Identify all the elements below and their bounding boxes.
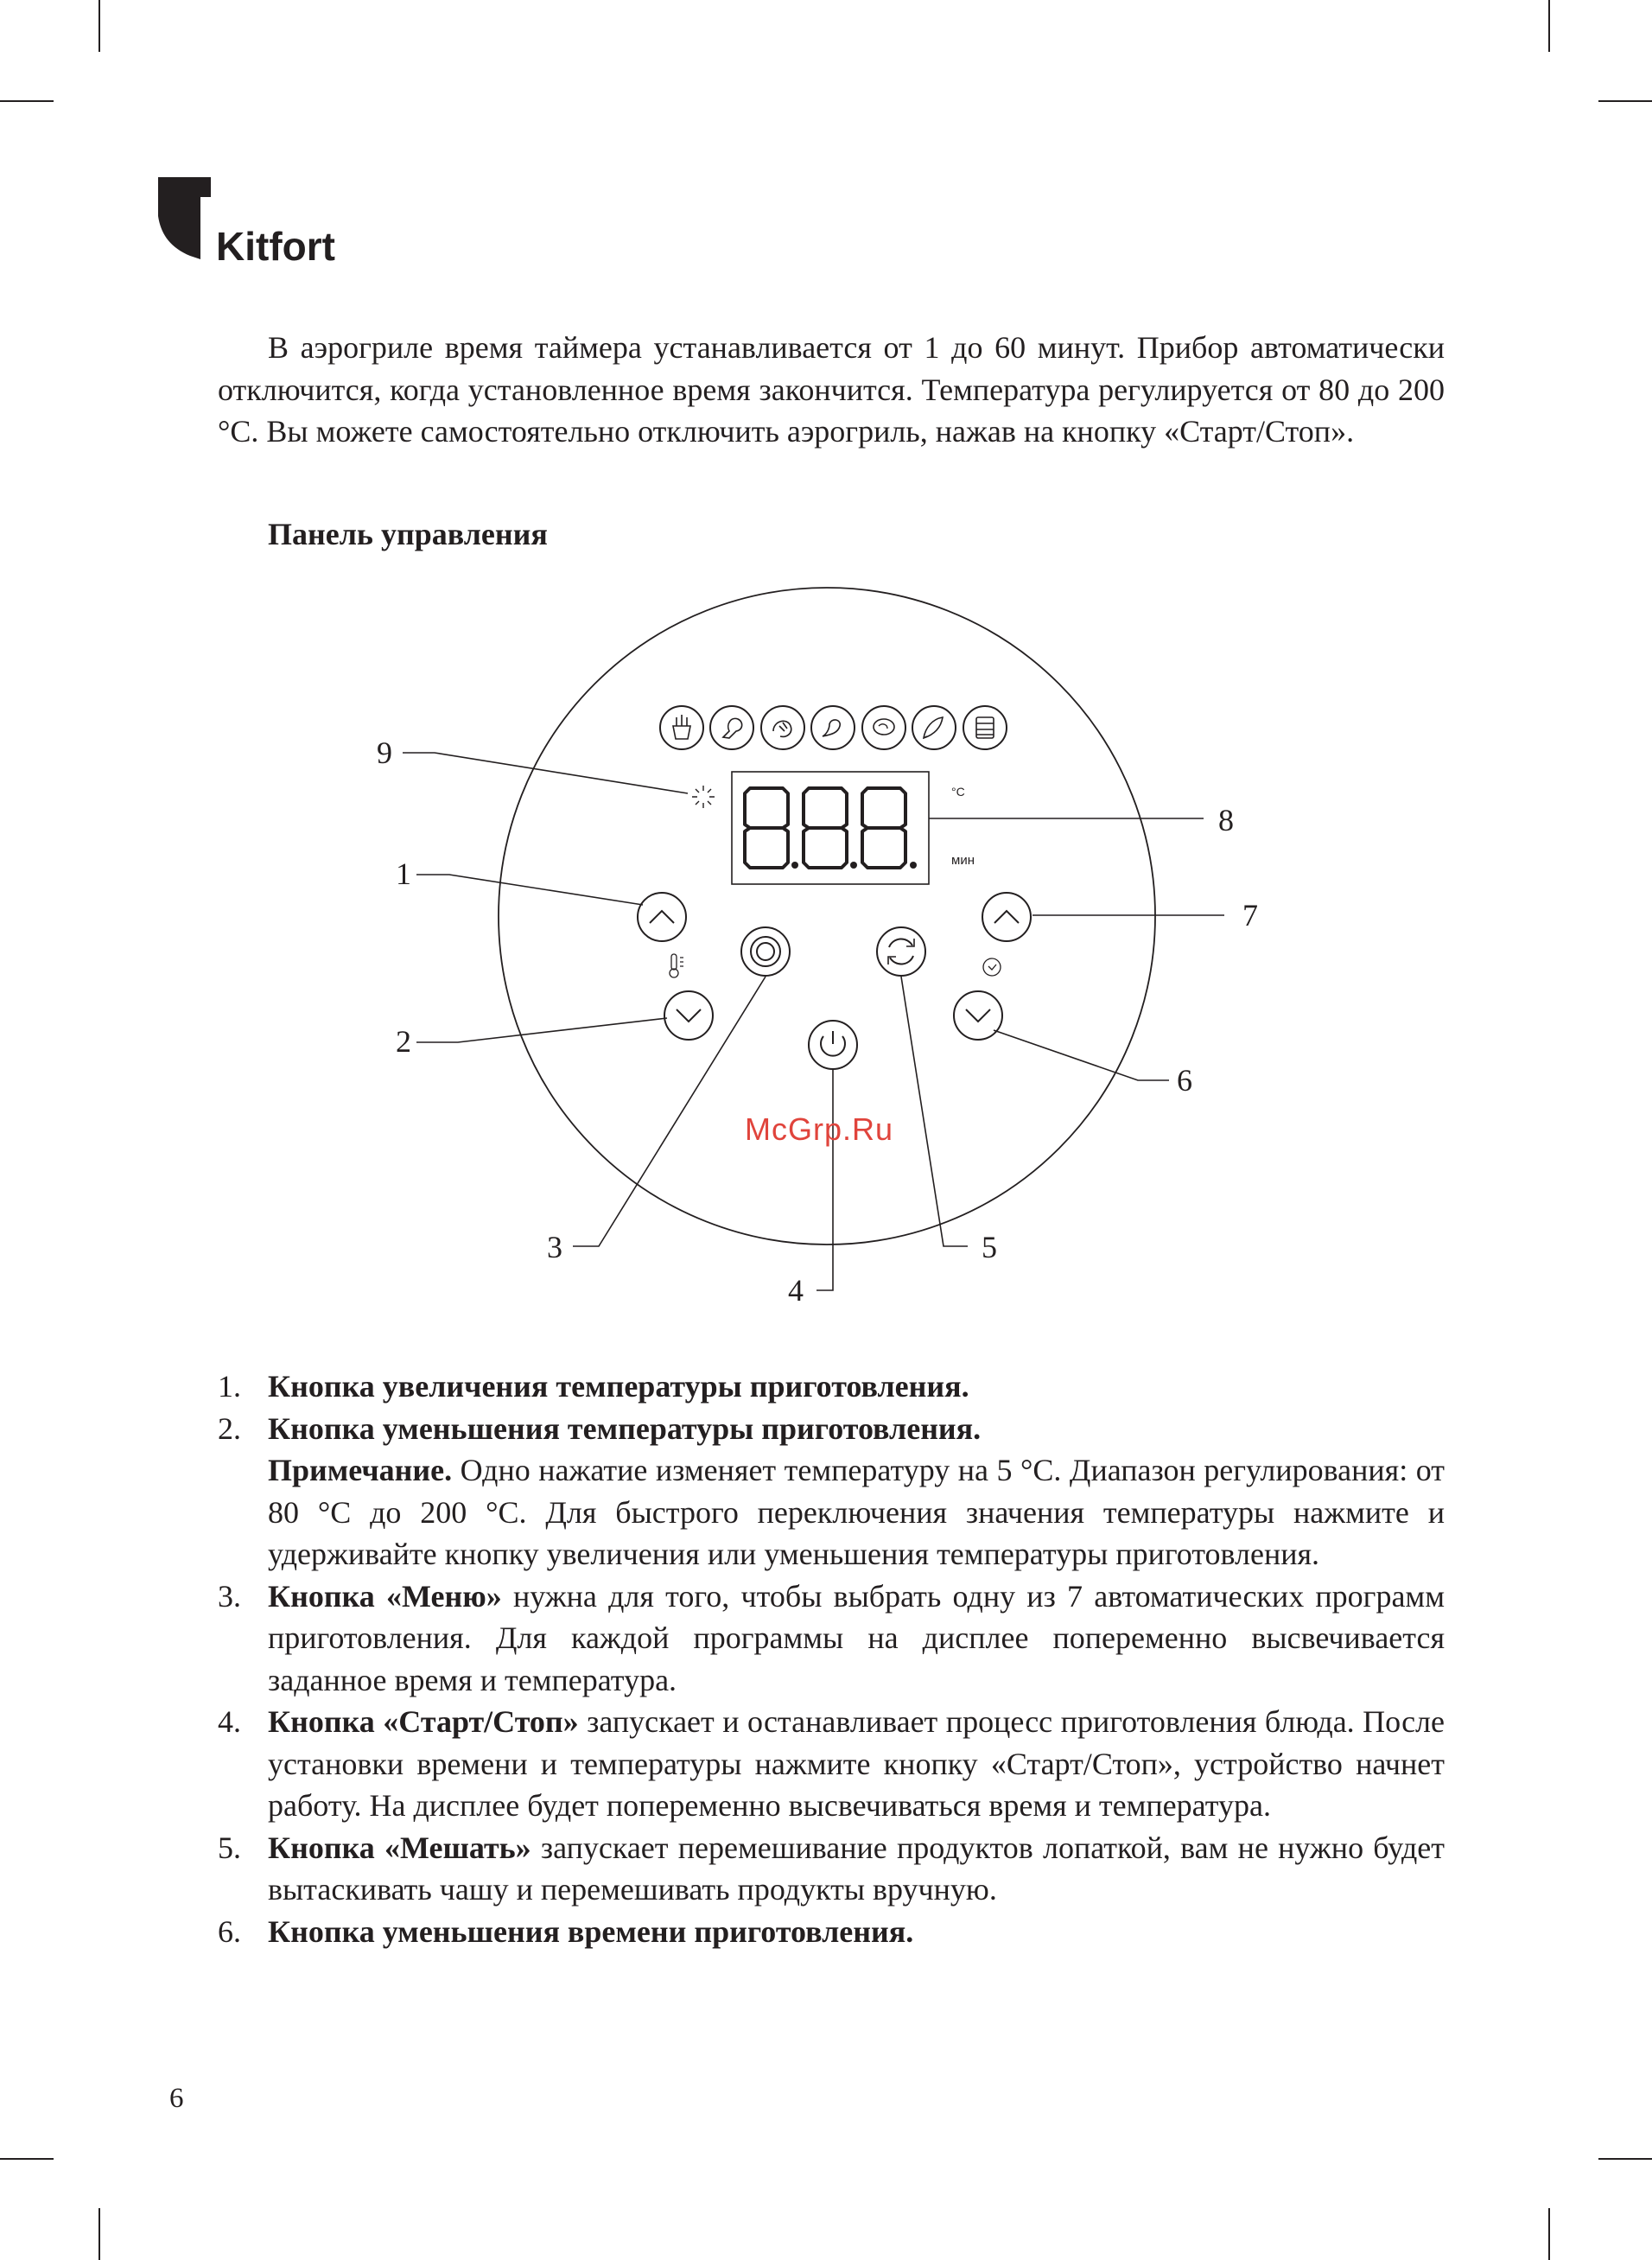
program-icons-row <box>660 706 1007 749</box>
led-digit <box>804 788 847 868</box>
list-bold: Кнопка «Старт/Стоп» <box>268 1704 579 1739</box>
menu-button <box>741 927 790 976</box>
time-up-button <box>982 893 1031 941</box>
leader-1 <box>416 875 643 905</box>
crop-mark <box>98 0 100 52</box>
list-item <box>218 1576 1445 1702</box>
callout-label: 2 <box>396 1024 411 1059</box>
led-digit <box>745 788 788 868</box>
list-bold: Кнопка уменьшения времени приготовления. <box>268 1913 914 1949</box>
list-text: Одно нажатие изменяет температуру на 5 °C. Диапазон регулирования: от 80 °C до 200 °C. Для быстрого переключения значения температуры нажмите и удерживайте кнопку увеличения или уменьшения температуры приготовления. <box>268 1453 1445 1571</box>
steak-icon <box>811 706 855 749</box>
callout-label: 3 <box>547 1230 562 1264</box>
list-bold: Кнопка «Меню» <box>268 1578 502 1614</box>
watermark: McGrp.Ru <box>745 1111 894 1147</box>
feature-list <box>218 1366 1445 1952</box>
leader-9 <box>403 753 688 793</box>
callout-label: 6 <box>1177 1063 1192 1098</box>
brand-name: Kitfort <box>216 224 335 269</box>
list-text: запускает и останавливает процесс приготовления блюда. После установки времени и температуры нажмите кнопку «Старт/Стоп», устройство начнет работу. На дисплее будет попеременно высвечиваться время и температура. <box>268 1704 1445 1823</box>
list-item <box>218 1408 1445 1450</box>
power-button <box>809 1021 857 1069</box>
fish-icon <box>912 706 956 749</box>
stir-button <box>877 927 925 976</box>
drumstick-icon <box>710 706 753 749</box>
list-item <box>218 1827 1445 1911</box>
led-digit <box>862 788 905 868</box>
list-item <box>218 1449 1445 1576</box>
list-number: 1. <box>218 1369 241 1404</box>
unit-celsius: °C <box>951 785 965 799</box>
crop-mark <box>0 100 54 102</box>
leader-4 <box>816 1070 833 1290</box>
leader-6 <box>994 1030 1169 1080</box>
list-number: 5. <box>218 1830 241 1865</box>
callout-label: 5 <box>982 1230 997 1264</box>
crop-mark <box>98 2208 100 2260</box>
led-digits <box>745 788 905 868</box>
callout-label: 8 <box>1218 803 1234 837</box>
list-bold: Кнопка уменьшения температуры приготовления. <box>268 1410 982 1446</box>
clock-icon <box>983 958 1001 976</box>
list-bold: Кнопка увеличения температуры приготовления. <box>268 1369 969 1404</box>
leader-lines <box>403 753 1224 1290</box>
unit-minutes: мин <box>951 853 975 868</box>
crop-mark <box>1598 100 1652 102</box>
list-item <box>218 1366 1445 1408</box>
list-bold: Примечание. <box>268 1453 453 1487</box>
crop-mark <box>1598 2158 1652 2160</box>
leader-5 <box>901 977 968 1246</box>
thermometer-icon <box>670 954 683 977</box>
list-number: 6. <box>218 1913 241 1949</box>
list-number: 4. <box>218 1704 241 1739</box>
shrimp-icon <box>761 706 804 749</box>
list-item <box>218 1701 1445 1827</box>
list-bold: Кнопка «Мешать» <box>268 1830 531 1865</box>
intro-paragraph: В аэрогриле время таймера устанавливается от 1 до 60 минут. Прибор автоматически отключится, когда установленное время закончится. Температура регулируется от 80 до 200 °C. Вы можете самостоятельно отключить аэрогриль, нажав на кнопку «Старт/Стоп». <box>218 330 1445 449</box>
page-number: 6 <box>169 2083 184 2114</box>
time-down-button <box>954 991 1002 1040</box>
section-title: Панель управления <box>268 517 548 551</box>
heating-indicator-icon <box>692 786 715 808</box>
list-number: 2. <box>218 1410 241 1446</box>
list-text: нужна для того, чтобы выбрать одну из 7 автоматических программ приготовления. Для каждой программы на дисплее попеременно высвечивается заданное время и температура. <box>268 1578 1445 1697</box>
grill-icon <box>963 706 1007 749</box>
leader-2 <box>416 1018 667 1042</box>
list-text: запускает перемешивание продуктов лопаткой, вам не нужно будет вытаскивать чашу и перемешивать продукты вручную. <box>268 1830 1446 1907</box>
list-item <box>218 1911 1445 1953</box>
chicken-icon <box>862 706 905 749</box>
list-number: 3. <box>218 1578 241 1614</box>
callout-label: 7 <box>1242 898 1258 933</box>
crop-mark <box>1548 0 1550 52</box>
crop-mark <box>0 2158 54 2160</box>
temp-down-button <box>664 991 713 1040</box>
callout-label: 1 <box>396 856 411 891</box>
crop-mark <box>1548 2208 1550 2260</box>
fries-icon <box>660 706 703 749</box>
callout-label: 9 <box>377 735 392 770</box>
leader-3 <box>573 977 766 1246</box>
temp-up-button <box>638 893 686 941</box>
callout-label: 4 <box>788 1273 804 1308</box>
led-decimal-points <box>791 862 917 869</box>
led-display-frame <box>732 772 929 884</box>
